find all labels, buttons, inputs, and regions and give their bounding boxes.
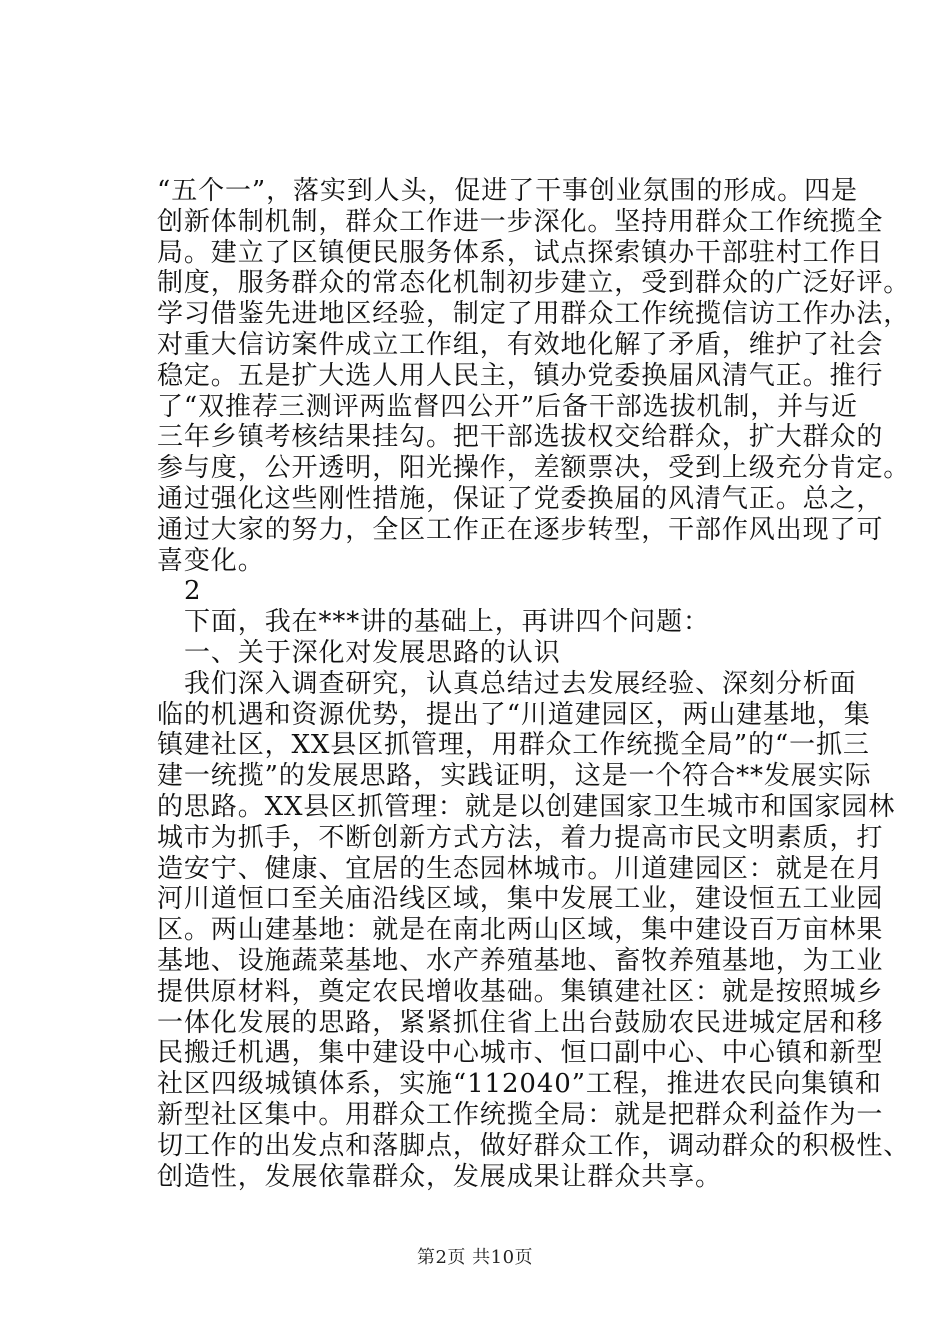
text-line: 2 — [184, 576, 202, 607]
text-line: “五个一”，落实到人头，促进了干事创业氛围的形成。四是 — [157, 176, 858, 206]
text-line: 城市为抓手，不断创新方式方法，着力提高市民文明素质，打 — [157, 822, 884, 853]
text-line: 创新体制机制，群众工作进一步深化。坚持用群众工作统揽全 — [157, 206, 884, 237]
text-line: 切工作的出发点和落脚点，做好群众工作，调动群众的积极性、 — [157, 1130, 911, 1161]
text-line: 基地、设施蔬菜基地、水产养殖基地、畜牧养殖基地，为工业 — [157, 945, 884, 976]
text-line: 通过大家的努力，全区工作正在逐步转型，干部作风出现了可 — [157, 514, 884, 545]
text-line: 稳定。五是扩大选人用人民主，镇办党委换届风清气正。推行 — [157, 360, 884, 391]
text-line: 制度，服务群众的常态化机制初步建立，受到群众的广泛好评。 — [157, 268, 911, 299]
page-footer: 第2页 共10页 — [416, 1247, 534, 1268]
text-line: 三年乡镇考核结果挂勾。把干部选拔权交给群众，扩大群众的 — [157, 422, 884, 453]
text-line: 的思路。XX县区抓管理：就是以创建国家卫生城市和国家园林 — [157, 791, 896, 822]
text-line: 河川道恒口至关庙沿线区域，集中发展工业，建设恒五工业园 — [157, 884, 884, 915]
text-line: 一体化发展的思路，紧紧抓住省上出台鼓励农民进城定居和移 — [157, 1007, 884, 1038]
text-line: 喜变化。 — [157, 545, 265, 576]
text-line: 社区四级城镇体系，实施“112040”工程，推进农民向集镇和 — [157, 1069, 882, 1100]
text-line: 民搬迁机遇，集中建设中心城市、恒口副中心、中心镇和新型 — [157, 1038, 884, 1069]
text-line: 对重大信访案件成立工作组，有效地化解了矛盾，维护了社会 — [157, 329, 884, 360]
text-line: 镇建社区，XX县区抓管理，用群众工作统揽全局”的“一抓三 — [157, 730, 870, 761]
text-line: 造安宁、健康、宜居的生态园林城市。川道建园区：就是在月 — [157, 853, 884, 884]
text-line: 通过强化这些刚性措施，保证了党委换届的风清气正。总之， — [157, 483, 884, 514]
text-line: 创造性，发展依靠群众，发展成果让群众共享。 — [157, 1161, 722, 1192]
text-line: 参与度，公开透明，阳光操作，差额票决，受到上级充分肯定。 — [157, 453, 911, 484]
document-body — [157, 176, 911, 1192]
text-line: 新型社区集中。用群众工作统揽全局：就是把群众利益作为一 — [157, 1099, 884, 1130]
text-line: 区。两山建基地：就是在南北两山区域，集中建设百万亩林果 — [157, 915, 884, 946]
text-line: 临的机遇和资源优势，提出了“川道建园区，两山建基地，集 — [157, 699, 871, 730]
text-line: 我们深入调查研究，认真总结过去发展经验、深刻分析面 — [184, 668, 857, 699]
text-line: 下面，我在***讲的基础上，再讲四个问题： — [184, 607, 710, 638]
text-line: 提供原材料，奠定农民增收基础。集镇建社区：就是按照城乡 — [157, 976, 884, 1007]
text-line: 建一统揽”的发展思路，实践证明，这是一个符合**发展实际 — [157, 761, 872, 792]
text-line: 一、关于深化对发展思路的认识 — [184, 637, 561, 668]
text-line: 了“双推荐三测评两监督四公开”后备干部选拔机制，并与近 — [157, 391, 858, 422]
text-line: 学习借鉴先进地区经验，制定了用群众工作统揽信访工作办法， — [157, 299, 911, 330]
text-line: 局。建立了区镇便民服务体系，试点探索镇办干部驻村工作日 — [157, 237, 884, 268]
